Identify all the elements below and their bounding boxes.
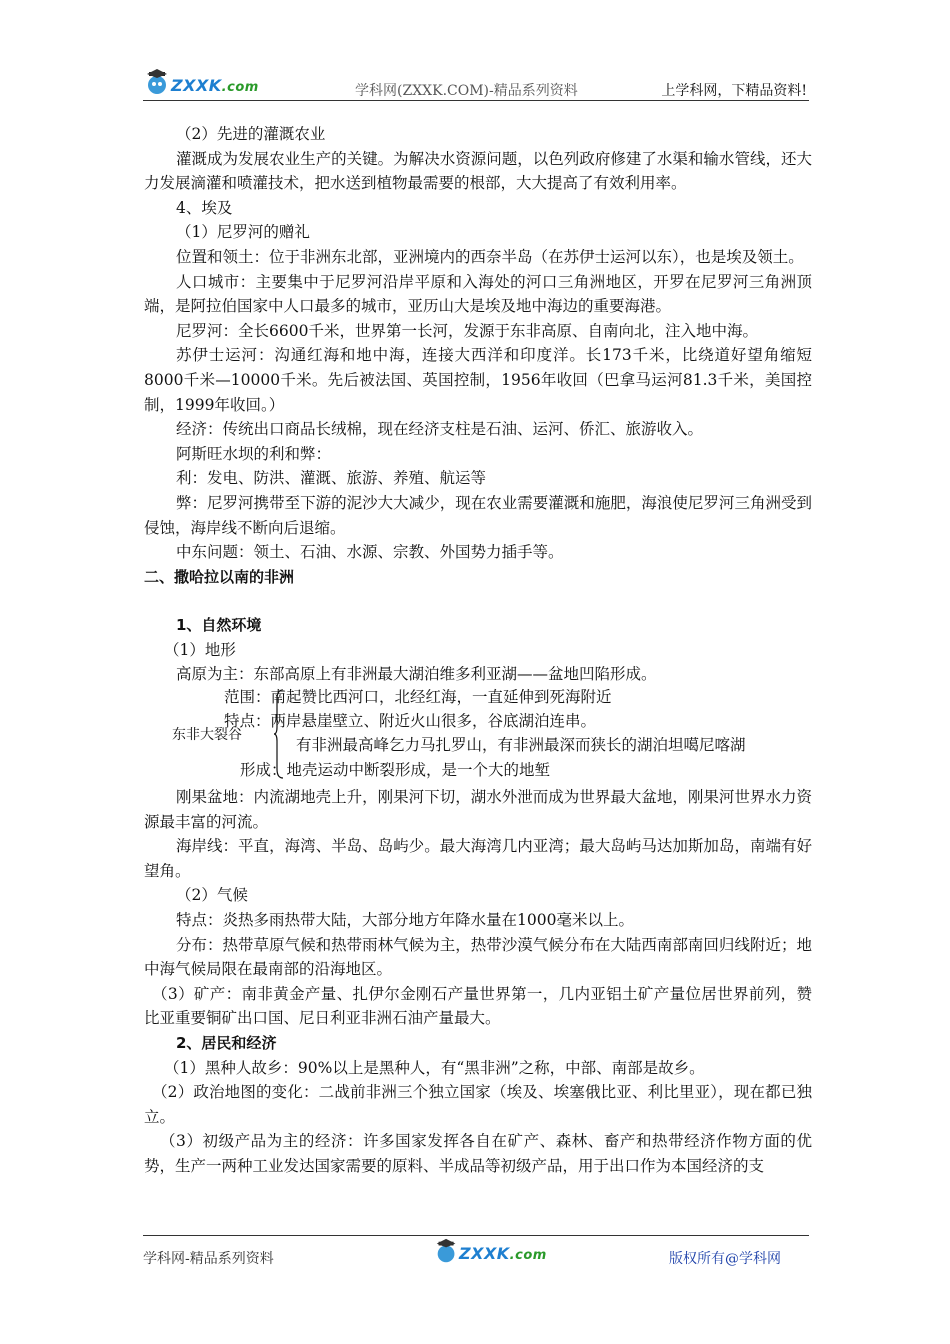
rift-label: 东非大裂谷 [172,727,242,744]
paragraph: （1）黑种人故乡：90%以上是黑种人，有“黑非洲”之称，中部、南部是故乡。 [164,1058,705,1077]
page-footer [143,1235,809,1276]
paragraph: 弊：尼罗河携带至下游的泥沙大大减少，现在农业需要灌溉和施肥，海浪使尼罗河三角洲受到侵蚀，海岸线不断向后退缩。 [144,493,812,537]
logo-text: ZXXK [171,76,222,95]
subsection-heading: 2、居民和经济 [176,1034,277,1052]
page-header [143,70,809,101]
mascot-icon [143,68,173,98]
paragraph: （1）地形 [164,640,236,659]
zxxk-logo [143,68,259,98]
paragraph: 海岸线：平直，海湾、半岛、岛屿少。最大海湾几内亚湾；最大岛屿马达加斯加岛，南端有好望角。 [144,837,812,880]
paragraph: （2）政治地图的变化：二战前非洲三个独立国家（埃及、埃塞俄比亚、利比里亚），现在都已独立。 [144,1083,812,1126]
rift-peak: 有非洲最高峰乞力马扎罗山，有非洲最深而狭长的湖泊坦噶尼喀湖 [296,736,746,755]
paragraph: 中东问题：领土、石油、水源、宗教、外国势力插手等。 [176,543,564,562]
paragraph: （1）尼罗河的赠礼 [176,223,310,242]
paragraph: （3）矿产：南非黄金产量、扎伊尔金刚石产量世界第一，几内亚铝土矿产量位居世界前列，赞比亚重要铜矿出口国、尼日利亚非洲石油产量最大。 [144,984,812,1028]
paragraph: 阿斯旺水坝的利和弊： [176,444,332,463]
paragraph: 尼罗河：全长6600千米，世界第一长河，发源于东非高原、自南向北，注入地中海。 [176,321,758,340]
paragraph: （2）先进的灌溉农业 [176,125,326,143]
paragraph: 灌溉成为发展农业生产的关键。为解决水资源问题，以色列政府修建了水渠和输水管线，还大力发展滴灌和喷灌技术，把水送到植物最需要的根部，大大提高了有效利用率。 [144,149,812,193]
paragraph: 利：发电、防洪、灌溉、旅游、养殖、航运等 [176,469,487,488]
rift-valley-block [144,687,812,785]
paragraph: 高原为主：东部高原上有非洲最大湖泊维多利亚湖——盆地凹陷形成。 [176,665,657,684]
header-center-text: 学科网(ZXXK.COM)-精品系列资料 [355,83,578,99]
paragraph: 特点：炎热多雨热带大陆，大部分地方年降水量在1000毫米以上。 [176,911,634,930]
section-heading: 二、撒哈拉以南的非洲 [144,567,295,586]
paragraph: 刚果盆地：内流湖地壳上升，刚果河下切，湖水外泄而成为世界最大盆地，刚果河世界水力资源最丰富的河流。 [144,788,812,831]
footer-logo [433,1238,547,1266]
paragraph: 4、埃及 [176,198,233,217]
footer-logo-suffix: .com [509,1248,547,1263]
rift-formation: 形成：地壳运动中断裂形成，是一个大的地堑 [240,761,551,780]
document-body [144,122,812,1179]
footer-left-text: 学科网-精品系列资料 [143,1251,274,1267]
logo-suffix: .com [221,80,259,95]
header-slogan: 上学科网，下精品资料! [661,83,807,99]
paragraph: 人口城市：主要集中于尼罗河沿岸平原和入海处的河口三角洲地区，开罗在尼罗河三角洲顶端，是阿拉伯国家中人口最多的城市，亚历山大是埃及地中海边的重要海港。 [144,272,812,316]
paragraph: （2）气候 [176,886,248,905]
rift-range: 范围：南起赞比西河口，北经红海，一直延伸到死海附近 [224,688,612,707]
paragraph: 经济：传统出口商品长绒棉，现在经济支柱是石油、运河、侨汇、旅游收入。 [176,420,704,439]
paragraph: 位置和领土：位于非洲东北部，亚洲境内的西奈半岛（在苏伊士运河以东），也是埃及领土。 [176,247,804,266]
rift-feature: 特点：两岸悬崖壁立、附近火山很多，谷底湖泊连串。 [224,712,597,731]
paragraph: （3）初级产品为主的经济：许多国家发挥各自在矿产、森林、畜产和热带经济作物方面的优势，生产一两种工业发达国家需要的原料、半成品等初级产品，用于出口作为本国经济的支 [144,1132,812,1175]
footer-logo-text: ZXXK [459,1244,510,1263]
paragraph: 分布：热带草原气候和热带雨林气候为主，热带沙漠气候分布在大陆西南部南回归线附近；地中海气候局限在最南部的沿海地区。 [144,935,812,979]
copyright-link[interactable]: 版权所有@学科网 [669,1251,781,1267]
mascot-icon [433,1238,461,1266]
paragraph: 苏伊士运河：沟通红海和地中海，连接大西洋和印度洋。长173千米，比绕道好望角缩短8000千米—10000千米。先后被法国、英国控制，1956年收回（巴拿马运河81.3千米，美国控制，1999年收回。） [144,346,812,414]
subsection-heading: 1、自然环境 [176,616,262,635]
